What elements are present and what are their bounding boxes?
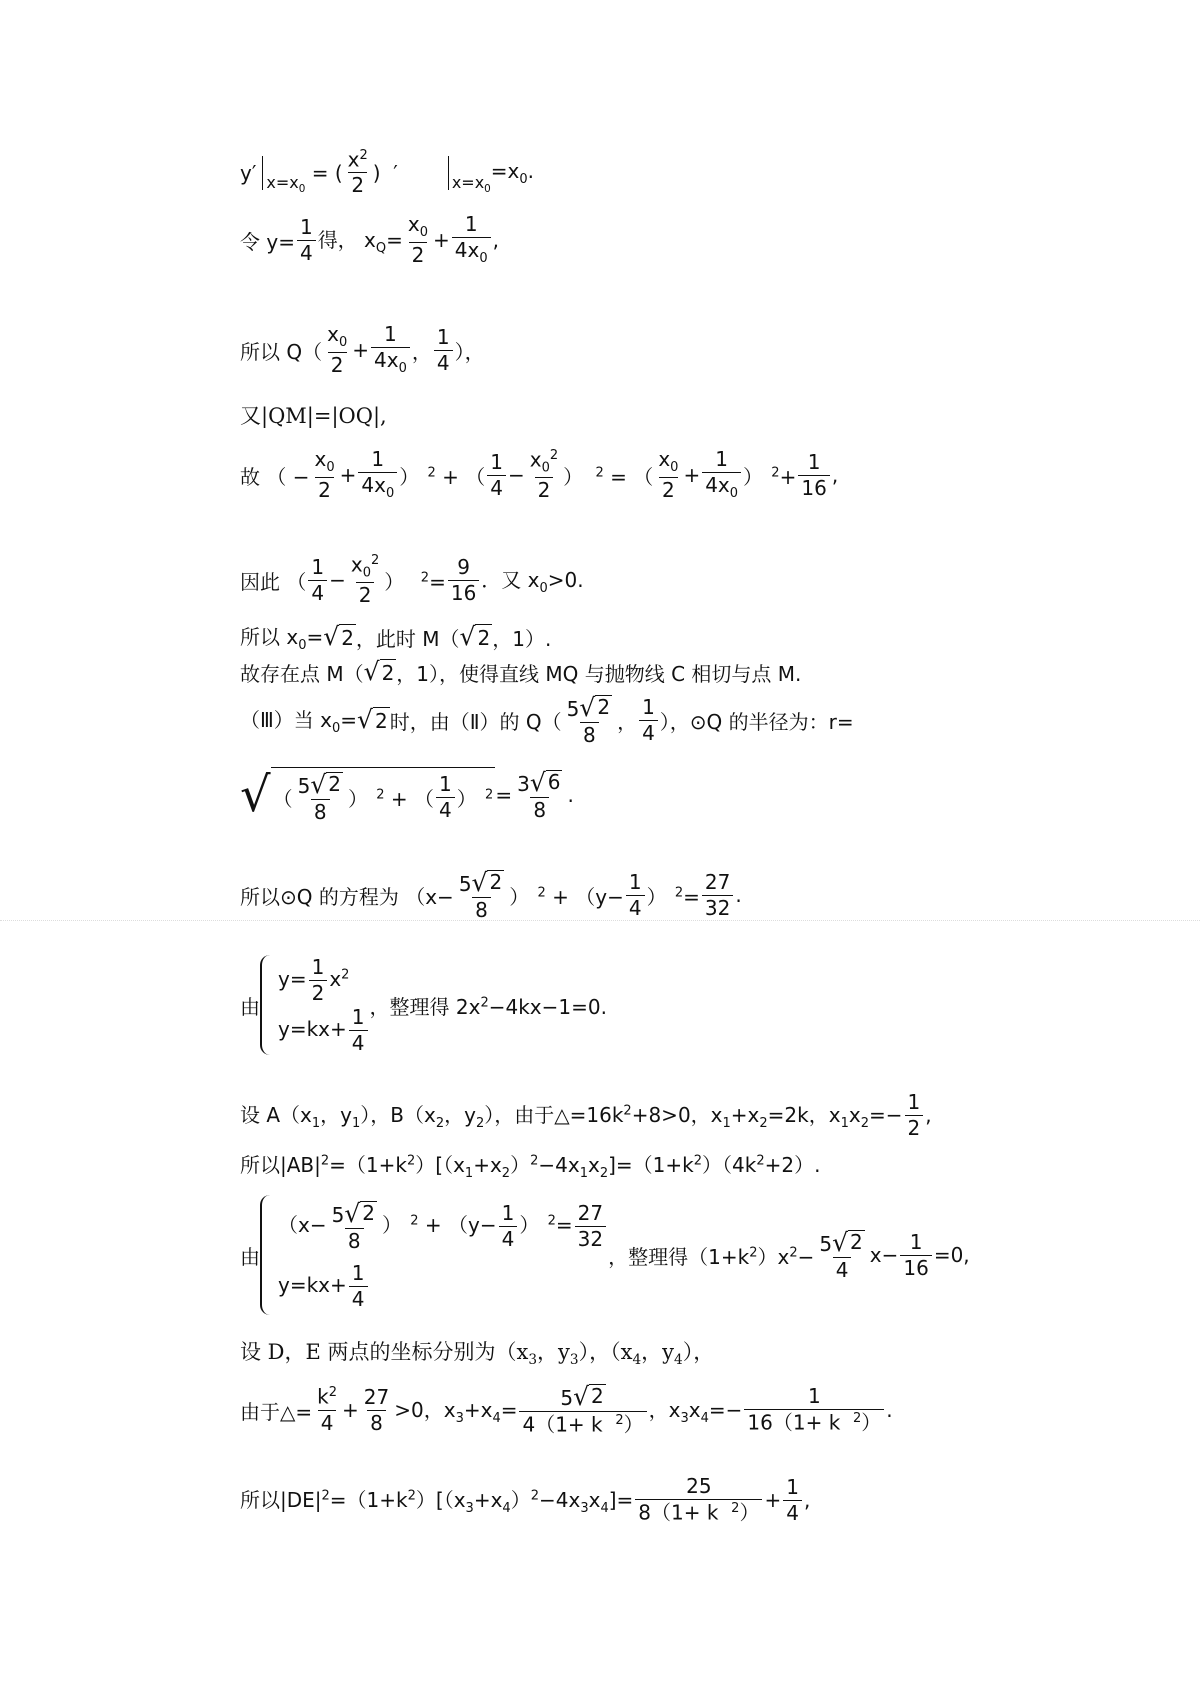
derivative-line: y′ $x=x_0$ = ( $\frac{x^2}{2}$ ) ′ $x=x_0$ $=x_0$. <box>240 147 535 198</box>
circle-equation-line: 所以⊙Q 的方程为 （x− 5 √ 2 8 ） $^2$ + （y− $\frac{1}{4}$ ） $^2$= $\frac{27}{32}$ . <box>240 867 742 922</box>
system-one-line: 由 y= $\frac{1}{2}$ $x^2$ y=kx+ $\frac{1}{4}$ ，整理得 $2x^2-4kx-1=0$. <box>240 954 607 1055</box>
part-three-line: （Ⅲ）当 $x_0=$ √ 2 时，由（Ⅱ）的 Q（ 5 √ 2 8 ， $\frac{1}{4}$ ），⊙Q 的半径为：r= <box>240 692 854 747</box>
de-points-line: 设 D，E 两点的坐标分别为（$x_3$，$y_3$），（$x_4$，$y_4$）， <box>240 1339 715 1369</box>
de-length-line: 所以$|DE|^2=(1+k^2)[(x_3+x_4)^2-4x_3x_4]=$ $\frac{25}{8(1+ k ^2)}$ + $\frac{1}{4}$ , <box>240 1474 811 1525</box>
radius-line: √ （ 5 √ 2 8 ） $^2$ + （ $\frac{1}{4}$ ） $^2$ = 3 √ 6 8 . <box>240 767 574 824</box>
system-two-line: 由 （x− 5 √ 2 8 ） $^2$ + （y− $\frac{1}{4}$ ） $^2$= $\frac{27}{32}$ y=kx+ $\frac{1}{4}$ ，整理得$(1+k^2)x^2-$ 5 √ 2 4 x− $\frac{1}{16}$ =0, <box>240 1190 970 1320</box>
x0-value-line: 所以 $x_0=$ √ 2 ，此时 M（ √ 2 ，1）. <box>240 622 552 653</box>
ab-roots-line: 设 $A(x_1$，$y_1$），$B(x_2$，$y_2$），由于$\triangle=16k^2+8>0$，$x_1+x_2=2k$，$x_1x_2=-$ $\frac{1}{2}$ , <box>240 1089 932 1140</box>
qm-eq-oq-line: 又|QM|=|OQ|, <box>240 404 387 428</box>
conclusion-line: 故存在点 M（ √ 2 ，1），使得直线 MQ 与抛物线 C 相切与点 M. <box>240 657 802 686</box>
page-divider <box>0 920 1200 921</box>
xq-line: 令 y= $\frac{1}{4}$ 得， $x_Q=$ $\frac{x_0}{2}$ + $\frac{1}{4x_0}$ , <box>240 212 499 267</box>
ab-length-line: 所以$|AB|^2=(1+k^2)[(x_1+x_2)^2-4x_1x_2]=(1+k^2)(4k^2+2)$. <box>240 1153 821 1181</box>
distance-equation-line: 故 （ − $\frac{x_0}{2}$ + $\frac{1}{4x_0}$ ） $^2$ + （ $\frac{1}{4}$ − $\frac{x_0^2}{2}$ ） $^2$ = （ $\frac{x_0}{2}$ + $\frac{1}{4x_0}$ ） $^2$+ $\frac{1}{16}$ , <box>240 447 839 503</box>
hence-line: 因此 （ $\frac{1}{4}$ − $\frac{x_0^2}{2}$ ） $^2$= $\frac{9}{16}$ ．又 $x_0>0$. <box>240 552 584 608</box>
de-roots-line: 由于△= $\frac{k^2}{4}$ + $\frac{27}{8}$ >0，$x_3+x_4=$ 5 √ 2 4（1+ k $^2$） ，$x_3x_4=-$ $\frac{1}{16(1+ k ^2)}$ . <box>240 1382 893 1437</box>
q-point-line: 所以 Q（ $\frac{x_0}{2}$ + $\frac{1}{4x_0}$ ， $\frac{1}{4}$ ）， <box>240 322 485 377</box>
